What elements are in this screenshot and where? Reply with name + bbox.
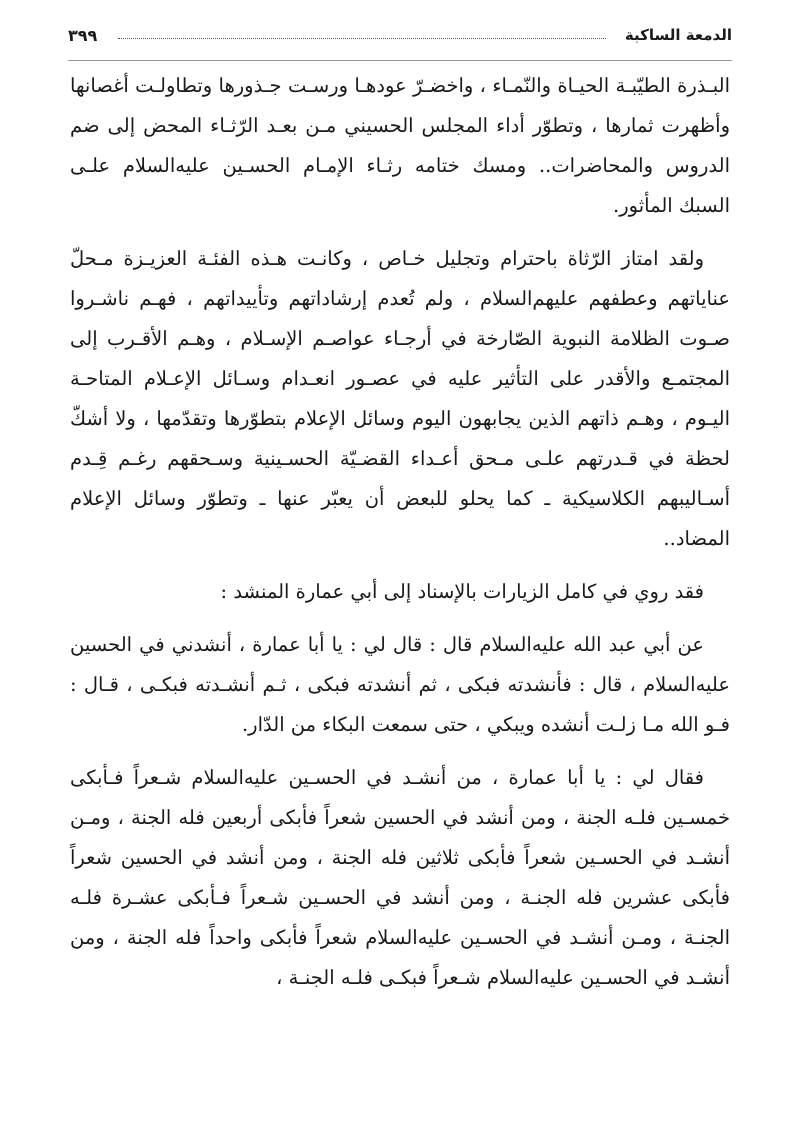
paragraph-2: ولقد امتاز الرّثاة باحترام وتجليل خـاص ، وكانـت هـذه الفئـة العزيـزة مـحلّ عناياتهم وعطفهم عليهم‌السلام ، ولم تُعدم إرشاداتهم وتأييداتهم ، فهـم ناشـروا صـوت الظلامة النبوية الصّارخة في أرجـاء عواصـم الإسـلام ، وهـم الأقـرب إلى المجتمـع والأقدر على التأثير عليه في عصـور انعـدام وسـائل الإعـلام المتاحـة اليـوم ، وهـم ذاتهم الذين يجابهون اليوم وسائل الإعلام بتطوّرها وتقدّمها ، ولا أشكّ لحظة في قـدرتهم علـى مـحق أعـداء القضـيّة الحسـينية وسـحقهم رغـم قِـدم أسـاليبهم الكلاسيكية ـ كما يحلو للبعض أن يعبّر عنها ـ وتطوّر وسائل الإعلام المضاد.. (70, 247, 730, 550)
running-title: الدمعة الساكبة (624, 26, 732, 44)
page-header (68, 26, 732, 54)
header-dotted-leader (118, 38, 606, 39)
paragraph-1: البـذرة الطيّبـة الحيـاة والنّمـاء ، واخضـرّ عودهـا ورسـت جـذورها وتطاولـت أغصانها وأظهرت ثمارها ، وتطوّر أداء المجلس الحسيني مـن بعـد الرّثـاء المحض إلى ضم الدروس والمحاضرات.. ومسك ختامه رثـاء الإمـام الحسـين عليه‌السلام علـى السبك المأثور. (70, 74, 730, 217)
paragraph-4: عن أبي عبد الله عليه‌السلام قال : قال لي : يا أبا عمارة ، أنشدني في الحسين عليه‌السلام ، قال : فأنشدته فبكى ، ثم أنشدته فبكى ، ثـم أنشـدته فبكـى ، قـال : فـو الله مـا زلـت أنشده ويبكي ، حتى سمعت البكاء من الدّار. (70, 633, 730, 736)
body-text (70, 66, 730, 1011)
paragraph-5: فقال لي : يا أبا عمارة ، من أنشـد في الحسـين عليه‌السلام شـعراً فـأبكى خمسـين فلـه الجنة ، ومن أنشد في الحسين شعراً فأبكى أربعين فله الجنة ، ومـن أنشـد في الحسـين شعراً فأبكى ثلاثين فله الجنة ، ومن أنشد في الحسين شعراً فأبكى عشرين فله الجنـة ، ومن أنشد في الحسـين شـعراً فـأبكى عشـرة فلـه الجنـة ، ومـن أنشـد في الحسـين عليه‌السلام شعراً فأبكى واحداً فله الجنة ، ومن أنشـد في الحسـين عليه‌السلام شـعراً فبكـى فلـه الجنـة ، (70, 766, 730, 989)
paragraph-3: فقد روي في كامل الزيارات بالإسناد إلى أبي عمارة المنشد : (220, 580, 704, 603)
header-rule (68, 60, 732, 61)
page-number: ٣٩٩ (68, 26, 98, 45)
